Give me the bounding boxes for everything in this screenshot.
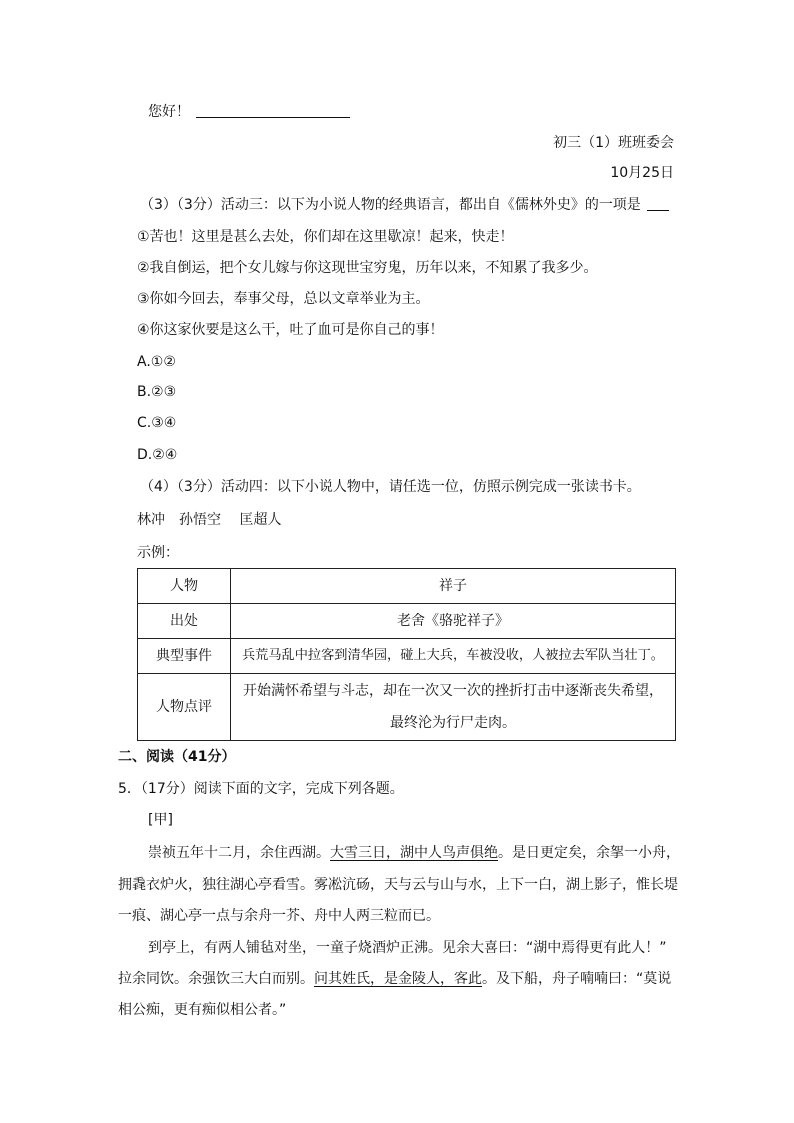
paragraph-1-line-3: 一痕、湖心亭一点与余舟一芥、舟中人两三粒而已。 [118,908,440,924]
reading-card-table [137,568,676,741]
q3-option-b: B.②③ [137,384,177,400]
table-row [138,604,676,639]
paragraph-2-line-2 [118,969,671,989]
name-blank [196,103,350,118]
card-key-event: 典型事件 [138,639,231,674]
q4-example-label: 示例： [137,545,179,561]
q3-stem [140,195,669,215]
table-row [138,569,676,604]
jia-label: [甲] [148,812,173,828]
underlined-sentence: 问其姓氏，是金陵人，客此 [314,971,482,987]
section-heading: 二、阅读（41分） [118,749,236,765]
q3-quote-3: ③你如今回去，奉事父母，总以文章举业为主。 [137,291,430,307]
paragraph-1-line-2: 拥毳衣炉火，独往湖心亭看雪。雾凇沆砀，天与云与山与水，上下一白，湖上影子，惟长堤 [118,877,678,893]
table-row [138,674,676,741]
card-key-person: 人物 [138,569,231,604]
q3-option-a: A.①② [137,354,176,370]
greeting-text: 您好！ [148,104,190,120]
underlined-sentence: 大雪三日，湖中人鸟声俱绝 [330,845,498,861]
q3-option-c: C.③④ [137,415,177,431]
paragraph-1-line-1 [148,843,680,863]
paragraph-2-line-3: 相公痴，更有痴似相公者。” [118,1002,287,1018]
letter-greeting [148,102,350,122]
q3-quote-1: ①苦也！这里是甚么去处，你们却在这里歇凉！起来，快走！ [137,229,514,245]
q3-option-d: D.②④ [137,447,178,463]
card-value-event: 兵荒马乱中拉客到清华园，碰上大兵，车被没收，人被拉去军队当壮丁。 [231,639,676,674]
letter-date: 10月25日 [610,165,674,181]
q3-quote-2: ②我自倒运，把个女儿嫁与你这现世宝穷鬼，历年以来，不知累了我多少。 [137,260,598,276]
paragraph-2-line-1: 到亭上，有两人铺毡对坐，一童子烧酒炉正沸。见余大喜曰：“湖中焉得更有此人！” [148,940,667,956]
q3-quote-4: ④你这家伙要是这么干，吐了血可是你自己的事！ [137,322,444,338]
q5-stem: 5．（17分）阅读下面的文字，完成下列各题。 [118,781,404,797]
table-row [138,639,676,674]
card-key-review: 人物点评 [138,674,231,741]
card-value-person: 祥子 [231,569,676,604]
text-run: 。是日更定矣，余挐一小舟， [498,845,680,861]
q3-stem-text: （3）（3分）活动三：以下为小说人物的经典语言，都出自《儒林外史》的一项是 [140,197,641,213]
q3-answer-blank [647,196,669,211]
text-run: 崇祯五年十二月，余住西湖。 [148,845,330,861]
text-run: 。及下船，舟子喃喃曰：“莫说 [482,971,672,987]
card-value-source: 老舍《骆驼祥子》 [231,604,676,639]
card-value-review: 开始满怀希望与斗志，却在一次又一次的挫折打击中逐渐丧失希望，最终沦为行尸走肉。 [231,674,676,741]
q4-characters: 林冲 孙悟空 匡超人 [137,512,282,528]
letter-signature: 初三（1）班班委会 [553,135,674,151]
card-key-source: 出处 [138,604,231,639]
text-run: 拉余同饮。余强饮三大白而别。 [118,971,314,987]
q4-stem: （4）（3分）活动四：以下小说人物中，请任选一位，仿照示例完成一张读书卡。 [140,479,641,495]
